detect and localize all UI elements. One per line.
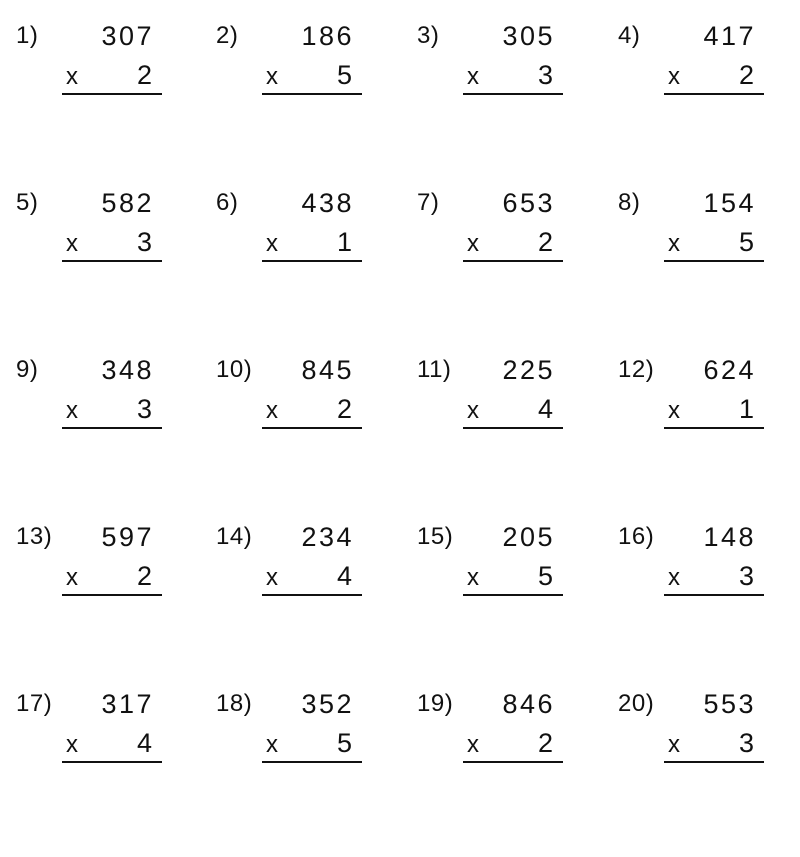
answer-line	[62, 93, 162, 95]
multiplicand: 417	[703, 21, 756, 51]
answer-line	[463, 93, 563, 95]
multiplier: 1	[738, 394, 754, 424]
answer-line	[463, 427, 563, 429]
answer-line	[664, 260, 764, 262]
multiplier: 3	[738, 728, 754, 758]
problem-7	[401, 167, 601, 277]
multiply-sign: x	[66, 397, 78, 424]
answer-line	[262, 594, 362, 596]
multiply-sign: x	[66, 230, 78, 257]
multiplier: 5	[336, 60, 352, 90]
multiply-sign: x	[66, 731, 78, 758]
multiplier: 3	[537, 60, 553, 90]
multiplicand: 846	[502, 689, 555, 719]
multiplicand: 438	[301, 188, 354, 218]
answer-line	[62, 427, 162, 429]
multiplier: 4	[537, 394, 553, 424]
problem-19	[401, 668, 601, 778]
problem-number: 4)	[618, 22, 641, 49]
problem-5	[0, 167, 200, 277]
multiplier: 2	[136, 561, 152, 591]
problem-number: 18)	[216, 690, 253, 717]
problem-11	[401, 334, 601, 444]
multiplier: 2	[136, 60, 152, 90]
multiplicand: 624	[703, 355, 756, 385]
multiplicand: 205	[502, 522, 555, 552]
problem-12	[602, 334, 800, 444]
multiply-sign: x	[467, 63, 479, 90]
problem-number: 20)	[618, 690, 655, 717]
multiply-sign: x	[266, 731, 278, 758]
multiply-sign: x	[668, 731, 680, 758]
problem-1	[0, 0, 200, 110]
multiply-sign: x	[266, 397, 278, 424]
multiplicand: 307	[101, 21, 154, 51]
multiplier: 4	[336, 561, 352, 591]
problem-number: 10)	[216, 356, 253, 383]
problem-number: 12)	[618, 356, 655, 383]
multiply-sign: x	[668, 63, 680, 90]
answer-line	[62, 260, 162, 262]
problem-15	[401, 501, 601, 611]
problem-9	[0, 334, 200, 444]
multiplicand: 653	[502, 188, 555, 218]
answer-line	[262, 260, 362, 262]
multiply-sign: x	[66, 63, 78, 90]
problem-14	[200, 501, 400, 611]
answer-line	[664, 427, 764, 429]
multiplicand: 553	[703, 689, 756, 719]
problem-number: 1)	[16, 22, 39, 49]
multiply-sign: x	[266, 564, 278, 591]
multiplier: 1	[336, 227, 352, 257]
problem-16	[602, 501, 800, 611]
problem-number: 5)	[16, 189, 39, 216]
multiplier: 2	[738, 60, 754, 90]
answer-line	[664, 93, 764, 95]
multiply-sign: x	[467, 230, 479, 257]
problem-number: 16)	[618, 523, 655, 550]
multiplier: 5	[738, 227, 754, 257]
problem-number: 14)	[216, 523, 253, 550]
problem-number: 15)	[417, 523, 454, 550]
problem-number: 11)	[417, 356, 452, 383]
answer-line	[62, 594, 162, 596]
problem-2	[200, 0, 400, 110]
multiplicand: 305	[502, 21, 555, 51]
multiply-sign: x	[668, 230, 680, 257]
multiplier: 4	[136, 728, 152, 758]
answer-line	[664, 594, 764, 596]
multiply-sign: x	[467, 397, 479, 424]
multiplier: 2	[537, 728, 553, 758]
problem-18	[200, 668, 400, 778]
multiplier: 5	[537, 561, 553, 591]
answer-line	[463, 761, 563, 763]
problem-number: 8)	[618, 189, 641, 216]
multiplicand: 225	[502, 355, 555, 385]
multiplicand: 148	[703, 522, 756, 552]
problem-17	[0, 668, 200, 778]
multiplicand: 234	[301, 522, 354, 552]
answer-line	[463, 260, 563, 262]
multiplier: 5	[336, 728, 352, 758]
multiplicand: 597	[101, 522, 154, 552]
problem-number: 9)	[16, 356, 39, 383]
problem-10	[200, 334, 400, 444]
multiplicand: 348	[101, 355, 154, 385]
multiply-sign: x	[467, 564, 479, 591]
problem-20	[602, 668, 800, 778]
multiply-sign: x	[66, 564, 78, 591]
problem-13	[0, 501, 200, 611]
answer-line	[262, 427, 362, 429]
answer-line	[62, 761, 162, 763]
multiplicand: 317	[101, 689, 154, 719]
problem-number: 19)	[417, 690, 454, 717]
problem-4	[602, 0, 800, 110]
multiply-sign: x	[266, 63, 278, 90]
problem-number: 7)	[417, 189, 440, 216]
answer-line	[262, 761, 362, 763]
multiplicand: 186	[301, 21, 354, 51]
multiplicand: 154	[703, 188, 756, 218]
multiply-sign: x	[668, 397, 680, 424]
multiplier: 2	[336, 394, 352, 424]
multiplicand: 845	[301, 355, 354, 385]
problem-number: 6)	[216, 189, 239, 216]
multiplier: 3	[136, 394, 152, 424]
multiply-sign: x	[668, 564, 680, 591]
problem-3	[401, 0, 601, 110]
multiplicand: 352	[301, 689, 354, 719]
multiply-sign: x	[467, 731, 479, 758]
problem-number: 13)	[16, 523, 53, 550]
answer-line	[463, 594, 563, 596]
problem-number: 2)	[216, 22, 239, 49]
problem-8	[602, 167, 800, 277]
problem-number: 3)	[417, 22, 440, 49]
answer-line	[664, 761, 764, 763]
multiplier: 2	[537, 227, 553, 257]
multiplicand: 582	[101, 188, 154, 218]
problem-number: 17)	[16, 690, 53, 717]
multiplier: 3	[136, 227, 152, 257]
multiplier: 3	[738, 561, 754, 591]
problem-6	[200, 167, 400, 277]
answer-line	[262, 93, 362, 95]
multiply-sign: x	[266, 230, 278, 257]
